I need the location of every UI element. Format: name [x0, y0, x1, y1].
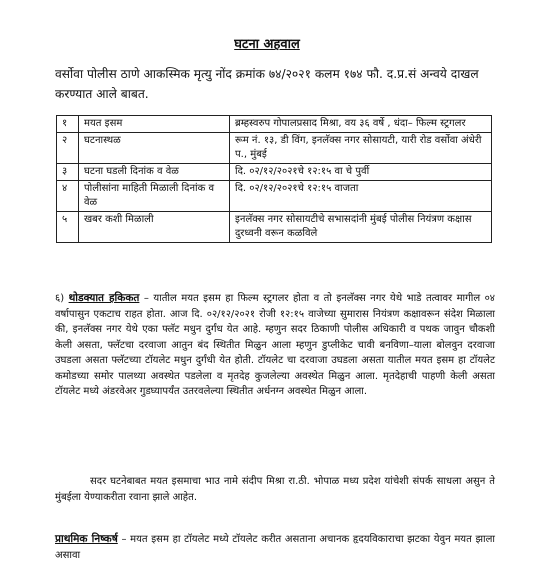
row-number: ४ — [57, 181, 79, 212]
table-row — [57, 133, 492, 164]
conclusion-text: – मयत इसम हा टॉयलेट मध्ये टॉयलेट करीत असताना अचानक हृदयविकाराचा झटका येवुन मयत झाला असावा — [55, 534, 495, 561]
table-row — [57, 212, 492, 243]
row-label: घटना घडली दिनांक व वेळ — [79, 164, 230, 181]
row-value: इनलॅक्स नगर सोसायटीचे सभासदांनी मुंबई पोलीस नियंत्रण कक्षास दुरध्वनी वरून कळविले — [230, 212, 492, 243]
contact-paragraph: सदर घटनेबाबत मयत इसमाचा भाउ नामे संदीप मिश्रा रा.ठी. भोपाळ मध्य प्रदेश यांचेशी संपर्क साधला असुन ते मुंबईला येण्याकरीता रवाना झाले आहेत. — [55, 476, 495, 503]
row-number: ५ — [57, 212, 79, 243]
summary-heading: थोडक्यात हकिकत — [68, 292, 140, 304]
paragraph-prefix: ६) — [55, 293, 65, 304]
conclusion-paragraph — [55, 532, 495, 563]
row-value: दि. ०२/१२/२०२१चे १२:१५ वा चे पुर्वी — [230, 164, 492, 181]
summary-text: – यातील मयत इसम हा फिल्म स्ट्रगलर होता व तो इनलॅक्स नगर येथे भाडे तत्वावर मागील ०४ वर्षापासुन एकटाच राहत होता. आज दि. ०२/१२/२०२१ रोजी १२:१५ वाजेच्या सुमारास नियंत्रण कक्षावरून संदेश मिळाला की, इनलॅक्स नगर येथे एका फ्लॅट मधुन दुर्गंध येत आहे. म्हणुन सदर ठिकाणी पोलीस अधिकारी व पथक जावुन चौकशी केली असता, फ्लॅटचा दरवाजा आतुन बंद स्थितीत मिळुन आला म्हणुन डुप्लीकेट चावी बनविणा–याला बोलवुन दरवाजा उघडला असता फ्लॅटच्या टॉयलेट मधुन दुर्गंधी येत होती. टॉयलेट चा दरवाजा उघडला असता यातील मयत इसम हा टॉयलेट कमोडच्या समोर पालथ्या अवस्थेत पडलेला व मृतदेह कुजलेल्या अवस्थेत मिळुन आला. मृतदेहाची पाहणी केली असता टॉयलेट मध्ये अंडरवेअर गुडघ्यापर्यंत उतरवलेल्या स्थितीत अर्धनग्न अवस्थेत मिळुन आला. — [55, 293, 496, 397]
table-row — [57, 116, 492, 133]
row-number: १ — [57, 116, 79, 133]
row-number: २ — [57, 133, 79, 164]
row-value: रूम नं. १३, डी विंग, इनलॅक्स नगर सोसायटी, यारी रोड वर्सोवा अंधेरी प., मुंबई — [230, 133, 492, 164]
incident-table — [56, 115, 492, 243]
row-label: पोलीसांना माहिती मिळाली दिनांक व वेळ — [79, 181, 230, 212]
row-value: दि. ०२/१२/२०२१चे १२:१५ वाजता — [230, 181, 492, 212]
page-title: घटना अहवाल — [234, 37, 300, 52]
row-value: ब्रम्हस्वरुप गोपालप्रसाद मिश्रा, वय ३६ वर्षे , धंदा– फिल्म स्ट्रगलर — [230, 116, 492, 133]
table-row — [57, 164, 492, 181]
summary-paragraph — [55, 291, 495, 400]
row-number: ३ — [57, 164, 79, 181]
conclusion-heading: प्राथमिक निष्कर्ष — [55, 533, 118, 545]
table-row — [57, 181, 492, 212]
intro-text: वर्सोवा पोलीस ठाणे आकस्मिक मृत्यु नोंद क्रमांक ७४/२०२१ कलम १७४ फौ. द.प्र.सं अन्वये दाखल करण्यात आले बाबत. — [55, 67, 479, 101]
row-label: खबर कशी मिळाली — [79, 212, 230, 243]
row-label: मयत इसम — [79, 116, 230, 133]
row-label: घटनास्थळ — [79, 133, 230, 164]
